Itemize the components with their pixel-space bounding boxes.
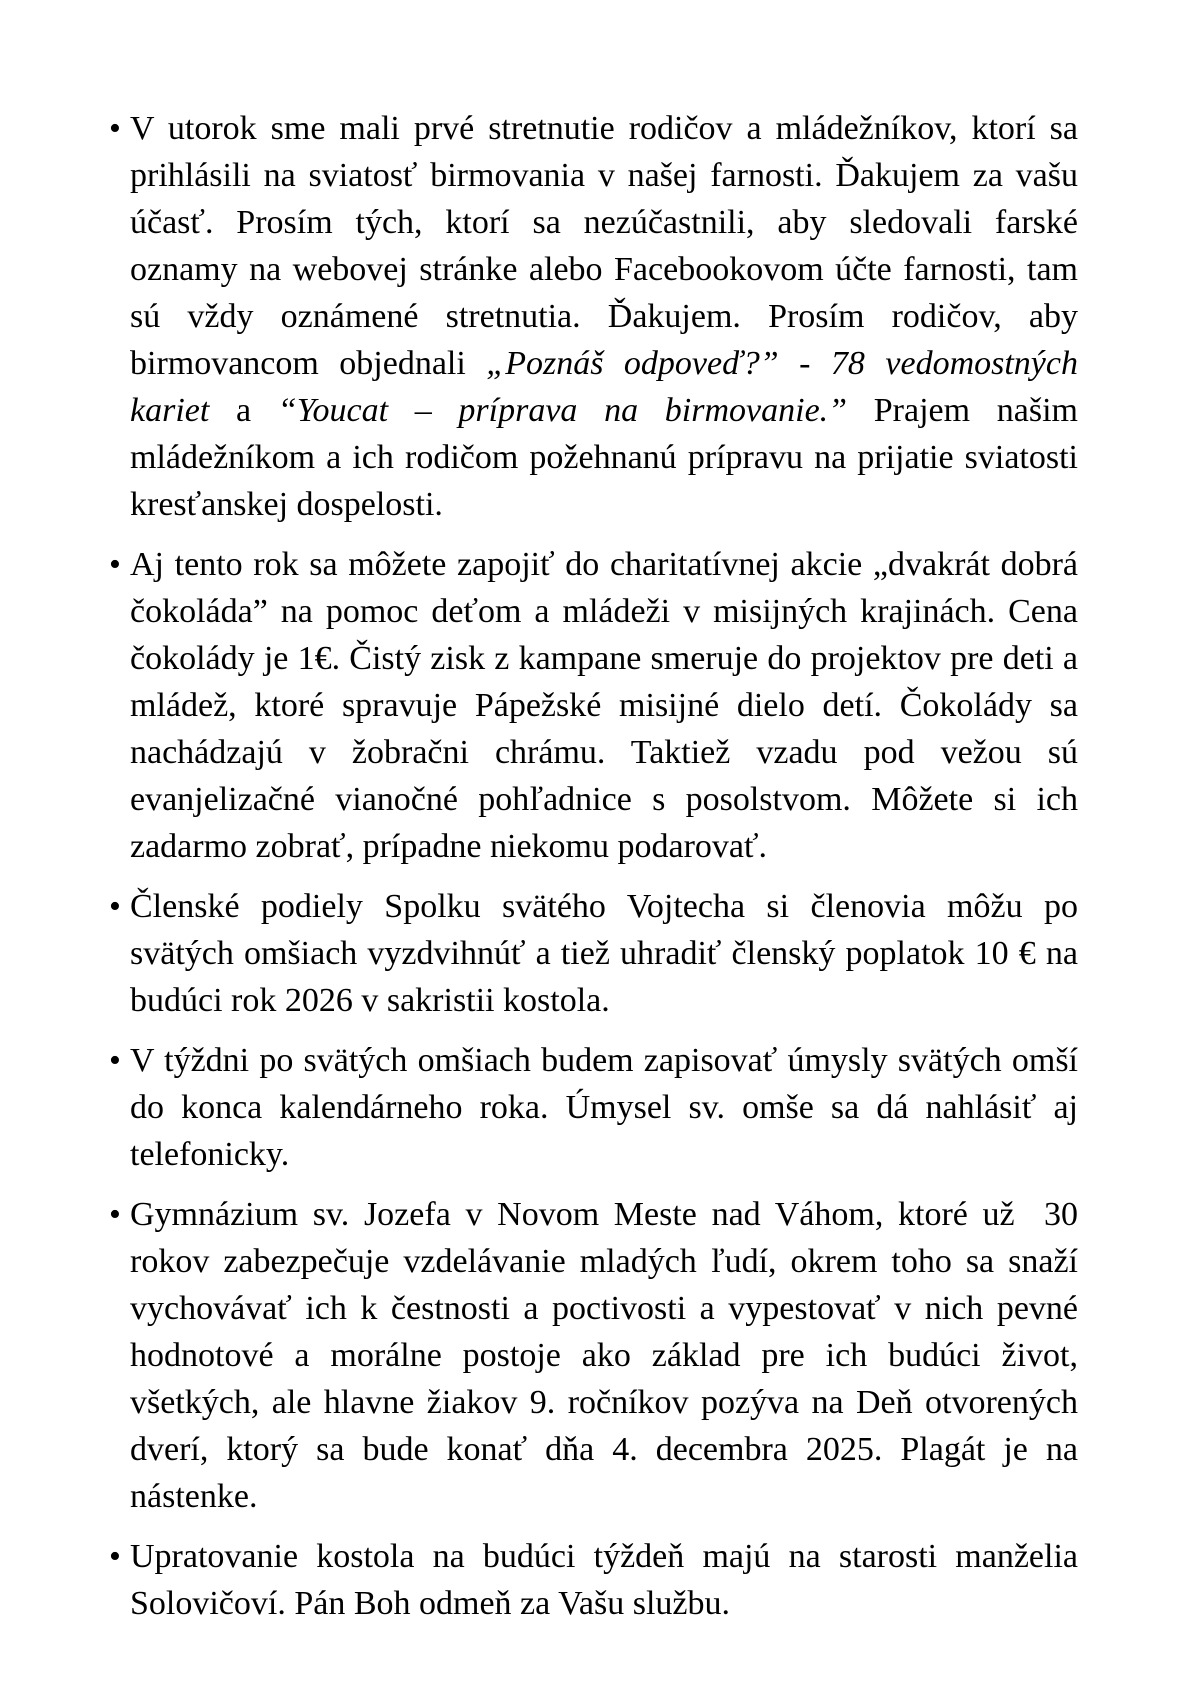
paragraph-text: Aj tento rok sa môžete zapojiť do charitatívnej akcie „dvakrát dobrá čokoláda” na pomoc deťom a mládeži v misijných krajinách. Cena čokolády je 1€. Čistý zisk z kampane smeruje do projektov pre deti a mládež, ktoré spravuje Pápežské misijné dielo detí. Čokolády sa nachádzajú v žobračni chrámu. Taktiež vzadu pod vežou sú evanjelizačné vianočné pohľadnice s posolstvom. Môžete si ich zadarmo zobrať, prípadne niekomu podarovať. (130, 546, 1078, 865)
paragraph-text: V utorok sme mali prvé stretnutie rodičov a mládežníkov, ktorí sa prihlásili na sviatosť birmovania v našej farnosti. Ďakujem za vašu účasť. Prosím tých, ktorí sa nezúčastnili, aby sledovali farské oznamy na webovej stránke alebo Facebookovom účte farnosti, tam sú vždy oznámené stretnutia. Ďakujem. Prosím rodičov, aby birmovancom objednali (130, 110, 1078, 382)
list-item-gymnazium (109, 1191, 1078, 1520)
list-item-umysly (109, 1037, 1078, 1178)
list-item-birmovanci (109, 105, 1078, 528)
bullet-icon: • (109, 1196, 121, 1233)
paragraph-text: Prajem našim mládežníkom a ich rodičom požehnanú prípravu na prijatie sviatosti kresťanskej dospelosti. (130, 392, 1078, 523)
bullet-icon: • (109, 1538, 121, 1575)
list-item-clenske-podiely (109, 883, 1078, 1024)
bullet-icon: • (109, 110, 121, 147)
list-item-cokolada (109, 541, 1078, 870)
paragraph-text: Upratovanie kostola na budúci týždeň majú na starosti manželia Solovičoví. Pán Boh odmeň za Vašu službu. (130, 1538, 1078, 1622)
bullet-list (109, 105, 1078, 1627)
bullet-icon: • (109, 1042, 121, 1079)
paragraph-text: a (209, 392, 278, 429)
paragraph-text: V týždni po svätých omšiach budem zapisovať úmysly svätých omší do konca kalendárneho roka. Úmysel sv. omše sa dá nahlásiť aj telefonicky. (130, 1042, 1078, 1173)
paragraph-text: Členské podiely Spolku svätého Vojtecha si členovia môžu po svätých omšiach vyzdvihnúť a tiež uhradiť členský poplatok 10 € na budúci rok 2026 v sakristii kostola. (130, 888, 1078, 1019)
bullet-icon: • (109, 546, 121, 583)
paragraph-text-italic: „Poznáš odpoveď?” - 78 vedomostných kariet (130, 345, 1078, 429)
bullet-icon: • (109, 888, 121, 925)
list-item-upratovanie (109, 1533, 1078, 1627)
paragraph-text: Gymnázium sv. Jozefa v Novom Meste nad Váhom, ktoré už 30 rokov zabezpečuje vzdelávanie mladých ľudí, okrem toho sa snaží vychovávať ich k čestnosti a poctivosti a vypestovať v nich pevné hodnotové a morálne postoje ako základ pre ich budúci život, všetkých, ale hlavne žiakov 9. ročníkov pozýva na Deň otvorených dverí, ktorý sa bude konať dňa 4. decembra 2025. Plagát je na nástenke. (130, 1196, 1078, 1515)
paragraph-text-italic: “Youcat – príprava na birmovanie.” (277, 392, 848, 429)
